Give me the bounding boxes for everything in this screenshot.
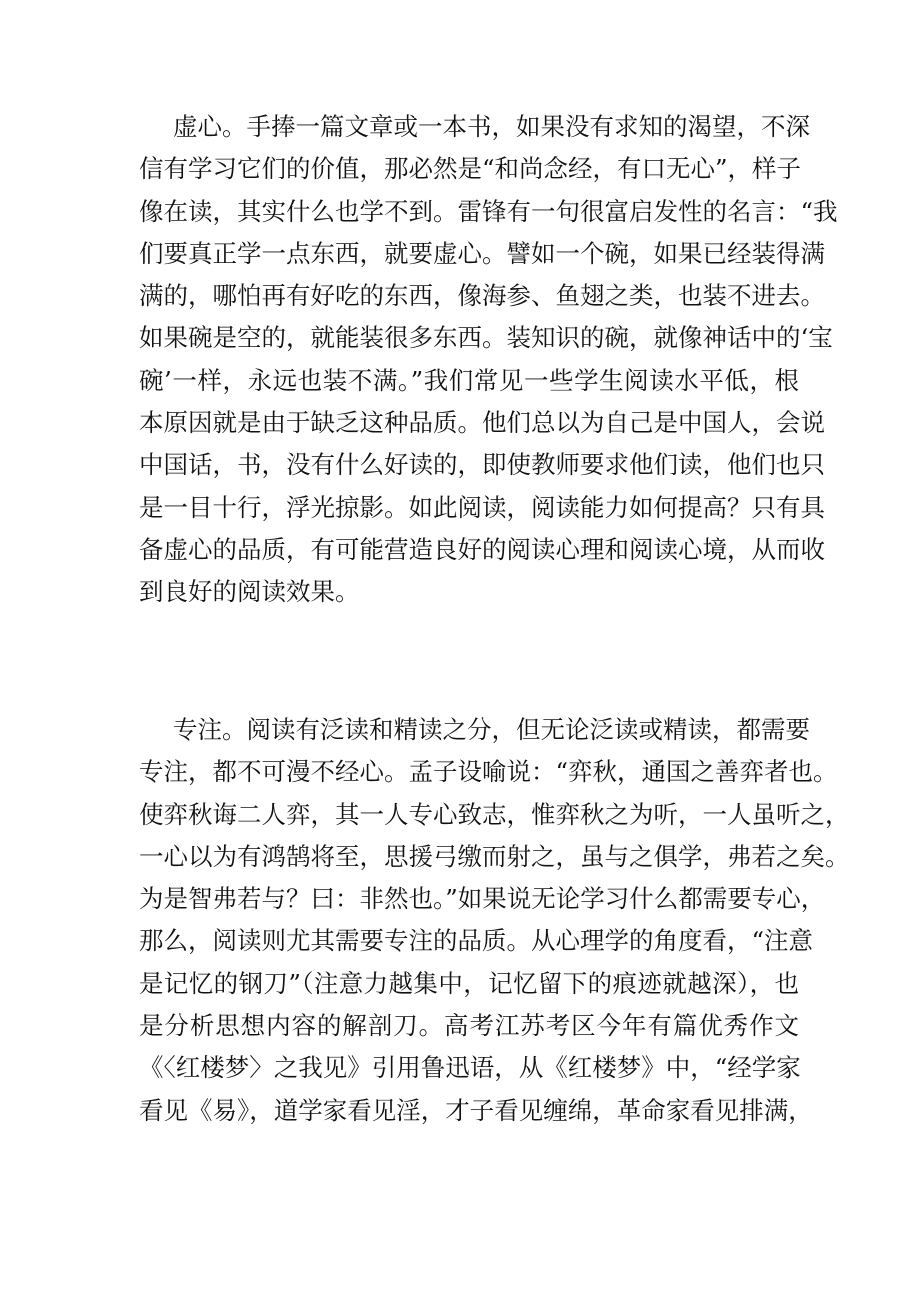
text-line: 像在读，其实什么也学不到。雷锋有一句很富启发性的名言：“我 <box>139 196 838 226</box>
text-line: 那么，阅读则尤其需要专注的品质。从心理学的角度看，“注意 <box>139 926 814 956</box>
text-line: 本原因就是由于缺乏这种品质。他们总以为自己是中国人，会说 <box>139 408 825 438</box>
text-line: 满的，哪怕再有好吃的东西，像海参、鱼翅之类，也装不进去。 <box>139 281 825 311</box>
text-line: 们要真正学一点东西，就要虚心。譬如一个碗，如果已经装得满 <box>139 238 825 268</box>
text-line: 使弈秋诲二人弈，其一人专心致志，惟弈秋之为听，一人虽听之， <box>139 799 850 829</box>
text-line: 看见《易》，道学家看见淫，才子看见缠绵，革命家看见排满， <box>139 1095 813 1125</box>
text-line: 是记忆的钢刀”（注意力越集中，记忆留下的痕迹就越深），也 <box>139 968 799 998</box>
text-line: 一心以为有鸿鹄将至，思援弓缴而射之，虽与之俱学，弗若之矣。 <box>139 841 850 871</box>
text-line: 是分析思想内容的解剖刀。高考江苏考区今年有篇优秀作文 <box>139 1011 799 1041</box>
text-line: 为是智弗若与？曰：非然也。”如果说无论学习什么都需要专心， <box>139 884 826 914</box>
paragraph-humility <box>139 106 838 614</box>
text-line: 中国话，书，没有什么好读的，即使教师要求他们读，他们也只 <box>139 450 825 480</box>
paragraph-focus <box>139 709 850 1132</box>
text-line: 《〈红楼梦〉之我见》引用鲁迅语，从《红楼梦》中，“经学家 <box>139 1053 801 1083</box>
text-line: 信有学习它们的价值，那必然是“和尚念经，有口无心”，样子 <box>139 154 802 184</box>
text-line: 碗’一样，永远也装不满。”我们常见一些学生阅读水平低，根 <box>139 365 799 395</box>
text-line: 如果碗是空的，就能装很多东西。装知识的碗，就像神话中的‘宝 <box>139 323 833 353</box>
text-line: 专注，都不可漫不经心。孟子设喻说：“弈秋，通国之善弈者也。 <box>139 757 838 787</box>
text-line: 备虚心的品质，有可能营造良好的阅读心理和阅读心境，从而收 <box>139 534 825 564</box>
text-line: 虚心。手捧一篇文章或一本书，如果没有求知的渴望，不深 <box>173 112 810 141</box>
text-line: 是一目十行，浮光掠影。如此阅读，阅读能力如何提高？只有具 <box>139 492 825 522</box>
text-line: 到良好的阅读效果。 <box>139 577 360 607</box>
text-line: 专注。阅读有泛读和精读之分，但无论泛读或精读，都需要 <box>173 715 810 744</box>
